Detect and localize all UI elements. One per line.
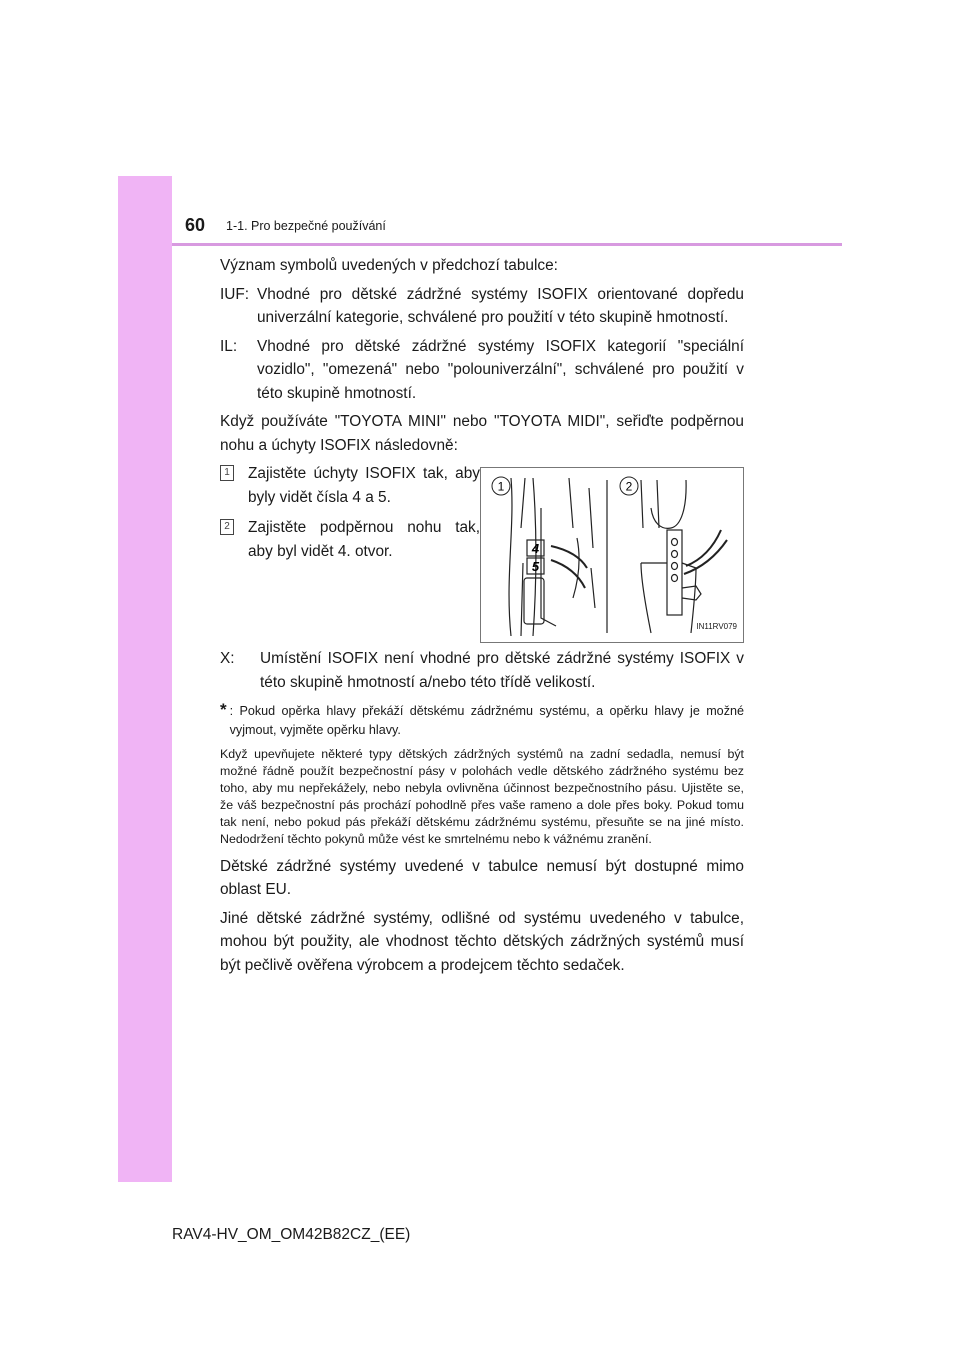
intro-paragraph: Význam symbolů uvedených v předchozí tabulce:: [220, 257, 558, 274]
definition-iuf: [220, 283, 744, 330]
sidebar-band: [118, 176, 172, 1182]
callout-2-label: 2: [625, 479, 633, 494]
step-number: 1: [220, 465, 234, 481]
eu-availability-paragraph: Dětské zádržné systémy uvedené v tabulce nemusí být dostupné mimo oblast EU.: [220, 857, 744, 899]
page-number: 60: [185, 215, 206, 235]
definition-term: X:: [220, 650, 235, 667]
definition-text: Vhodné pro dětské zádržné systémy ISOFIX orientované dopředu univerzální kategorie, schválené pro použití v této skupině hmotností.: [257, 285, 744, 326]
callout-1-label: 1: [497, 479, 505, 494]
other-systems-paragraph: Jiné dětské zádržné systémy, odlišné od systému uvedeného v tabulce, mohou být použity, ale vhodnost těchto dětských zádržných systémů musí být pečlivě ověřena výrobcem a prodejcem těchto sedaček.: [220, 909, 744, 974]
definition-text: Umístění ISOFIX není vhodné pro dětské zádržné systémy ISOFIX v této skupině hmotností a/nebo této třídě velikostí.: [260, 650, 744, 691]
definition-term: IUF:: [220, 285, 250, 303]
step-item: [220, 516, 480, 563]
header-rule: [172, 243, 842, 246]
footnote: [220, 702, 744, 740]
step-text: Zajistěte úchyty ISOFIX tak, aby byly vidět čísla 4 a 5.: [248, 465, 480, 506]
definition-x: [220, 647, 744, 694]
definition-il: [220, 335, 744, 406]
definition-term: IL:: [220, 337, 238, 355]
section-title: 1-1. Pro bezpečné používání: [226, 219, 386, 233]
document-code: RAV4-HV_OM_OM42B82CZ_(EE): [172, 1226, 411, 1243]
step-item: [220, 462, 480, 509]
steps-row: [204, 462, 744, 643]
toyota-note: Když používáte "TOYOTA MINI" nebo "TOYOTA MIDI", seřiďte podpěrnou nohu a úchyty ISOFIX následovně:: [220, 413, 744, 454]
step-text: Zajistěte podpěrnou nohu tak, aby byl vidět 4. otvor.: [248, 519, 480, 560]
mark-5-label: 5: [531, 559, 540, 574]
footnote-mark: *: [220, 700, 227, 719]
step-number: 2: [220, 519, 234, 535]
figure-id: IN11RV079: [696, 621, 737, 631]
warning-paragraph: Když upevňujete některé typy dětských zádržných systémů na zadní sedadla, nemusí být možné řádně použít bezpečnostní pásy v polohách vedle dětského zádržného systému bez toho, aby mu nepřekážely, nebo nebyla ovlivněna účinnost bezpečnostního pásu. Ujistěte se, že váš bezpečnostní pás prochází pohodlně přes vaše rameno a dole přes boky. Pokud tomu tak není, nebo pokud pás překáží dětskému zádržnému systému, přesuňte se na jiné místo. Nedodržení těchto pokynů může vést ke smrtelnému nebo k vážnému zranění.: [220, 747, 744, 847]
footnote-text: : Pokud opěrka hlavy překáží dětskému zádržnému systému, a opěrku hlavy je možné vyjmout, vyjměte opěrku hlavy.: [229, 704, 744, 737]
isofix-illustration: [480, 467, 744, 643]
mark-4-label: 4: [531, 541, 540, 556]
steps-list: [220, 462, 480, 643]
page-content: [204, 254, 744, 982]
definition-text: Vhodné pro dětské zádržné systémy ISOFIX kategorií "speciální vozidlo", "omezená" nebo "polouniverzální", schválené pro použití v této skupině hmotností.: [257, 337, 744, 402]
